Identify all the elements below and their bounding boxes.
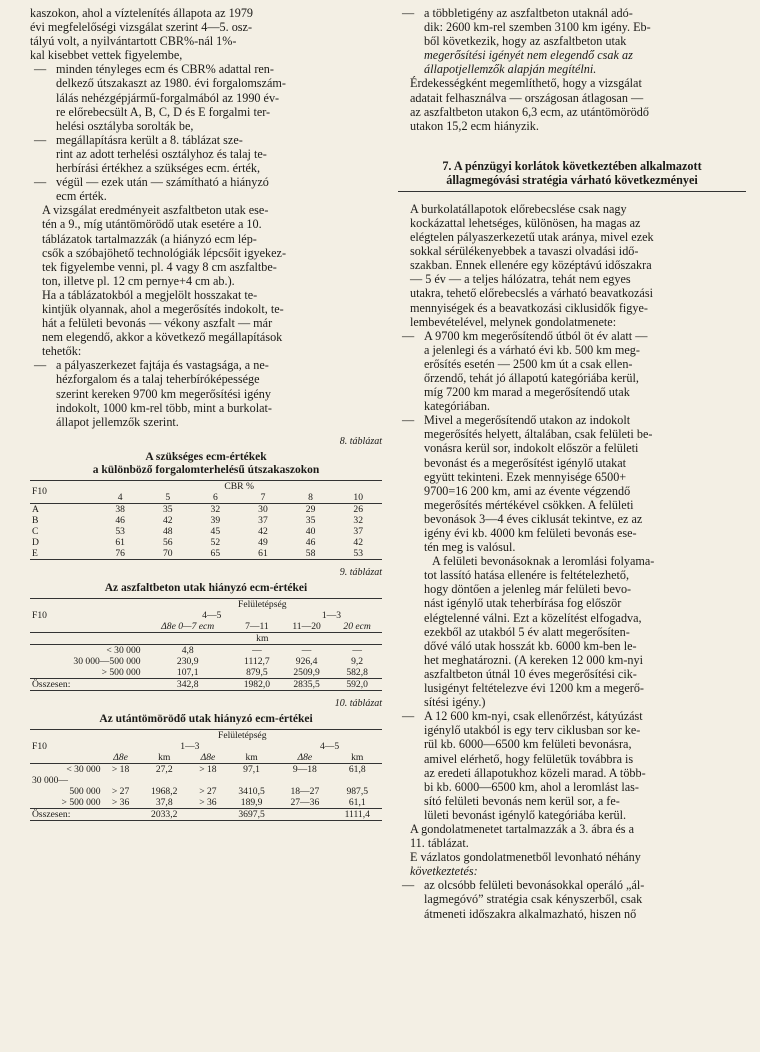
column-header: 7 bbox=[260, 491, 266, 503]
paragraph bbox=[398, 822, 746, 850]
row-key: 30 000— bbox=[32, 775, 68, 787]
text-line: a többletigény az aszfaltbeton utaknál adó- bbox=[424, 6, 633, 20]
text-line: szerint kereken 9700 km megerősítési igény bbox=[56, 386, 271, 401]
table-row bbox=[30, 797, 382, 809]
text-line: rül kb. 6000—6500 km felületi bevonásra, bbox=[424, 737, 632, 752]
group-header: CBR % bbox=[224, 480, 254, 492]
row-key: Összesen: bbox=[32, 679, 71, 690]
text-line: míg 7200 km marad a megerősítendő utak bbox=[424, 385, 630, 400]
cell: 27—36 bbox=[290, 797, 320, 809]
text-line: tályú volt, a nyilvántartott CBR%-nál 1%- bbox=[30, 34, 237, 49]
column-header: 4 bbox=[117, 491, 123, 503]
text-line: sító felületi bevonás nem kerül sor, a fe- bbox=[424, 793, 620, 808]
text-line: ecm érték. bbox=[56, 189, 107, 204]
table-row bbox=[30, 764, 382, 776]
paragraph bbox=[398, 76, 746, 132]
cell: 38 bbox=[115, 503, 125, 515]
text-line: az aszfaltbeton utakon 6,3 ecm, az utántömörödő bbox=[410, 104, 649, 119]
cell: 18—27 bbox=[290, 786, 320, 798]
cell: 9,2 bbox=[351, 656, 364, 667]
text-line: megállapításra került a 8. táblázat sze- bbox=[56, 132, 243, 147]
text-line: állapotjellemzők alapján megítélni. bbox=[424, 62, 597, 77]
column-header: 11—20 bbox=[292, 621, 321, 632]
table-label: 9. táblázat bbox=[339, 566, 382, 578]
table-8 bbox=[30, 435, 382, 560]
row-key: C bbox=[32, 525, 39, 537]
cell: > 27 bbox=[199, 786, 217, 798]
text-line: tek figyelembe venni, pl. 4 vagy 8 cm aszfaltbe- bbox=[42, 259, 277, 274]
text-line: elégtelen pályaszerkezetű utak aránya, mivel ezek bbox=[410, 230, 654, 245]
row-key: A bbox=[32, 503, 39, 515]
cell: 2033,2 bbox=[151, 809, 178, 821]
cell: 32 bbox=[210, 503, 221, 515]
bullet-item bbox=[398, 413, 746, 554]
bullet-item bbox=[30, 175, 382, 203]
column-header: 10 bbox=[353, 491, 363, 503]
text-line: együtt tekinteni. Ezek mennyisége 6500+ bbox=[424, 469, 627, 484]
column-header: Δ8e bbox=[113, 752, 128, 764]
table-row bbox=[30, 786, 382, 797]
row-key: > 500 000 bbox=[101, 667, 141, 678]
text-line: az eredeti állapotukhoz közeli marad. A több- bbox=[424, 765, 646, 780]
bullet-item bbox=[398, 878, 746, 920]
text-line: E vázlatos gondolatmenetből levonható néhány bbox=[410, 850, 641, 865]
cell: 29 bbox=[305, 503, 316, 515]
dash-mark: — bbox=[34, 132, 47, 147]
text-line: állapot jellemzők szerint. bbox=[56, 414, 179, 429]
text-line: ton, illetve pl. 12 cm pernye+4 cm ab.). bbox=[42, 273, 235, 288]
table-title-line: a különböző forgalomterhelésű útszakaszokon bbox=[92, 463, 320, 476]
cell: 53 bbox=[353, 547, 363, 559]
paragraph bbox=[398, 850, 746, 878]
text-line: ből következik, hogy az aszfaltbeton utak bbox=[424, 34, 627, 49]
table-title: Az utántömörödő utak hiányzó ecm-értékei bbox=[99, 713, 313, 726]
heading-line: állagmegóvási stratégia várható következményei bbox=[446, 172, 698, 187]
data-table bbox=[30, 729, 382, 821]
cell: 1112,7 bbox=[244, 656, 270, 667]
text-line: lembevételével, melynek gondolatmenete: bbox=[410, 314, 617, 329]
intro-paragraph bbox=[30, 6, 382, 62]
cell: 230,9 bbox=[176, 656, 199, 667]
table-10 bbox=[30, 697, 382, 821]
cell: 42 bbox=[353, 536, 363, 548]
cell: 46 bbox=[305, 536, 316, 548]
text-line: lületi bevonást igénylő kategóriába kerül. bbox=[424, 807, 627, 822]
cell: 42 bbox=[162, 514, 173, 526]
text-line: a jelenlegi és a várható évi kb. 500 km meg- bbox=[424, 342, 640, 357]
paragraph bbox=[398, 202, 746, 329]
text-line: igény évi kb. 4000 km felületi bevonás ese- bbox=[424, 526, 637, 540]
bullet-item bbox=[30, 133, 382, 175]
row-key: E bbox=[32, 547, 38, 559]
cell bbox=[103, 809, 139, 821]
text-line: tén meg is valósul. bbox=[424, 540, 516, 555]
subgroup-header: 1—3 bbox=[180, 741, 200, 753]
cell: 27,2 bbox=[155, 764, 173, 776]
text-line: erősítés esetén — 2500 km út a csak ellen- bbox=[424, 356, 633, 371]
cell: 1111,4 bbox=[344, 809, 370, 821]
cell: 42 bbox=[258, 525, 268, 537]
table-9 bbox=[30, 566, 382, 691]
text-line: vonásra kerül sor, indokolt először a felületi bbox=[424, 441, 639, 456]
table-row bbox=[30, 548, 382, 560]
cell: 61 bbox=[258, 547, 268, 559]
text-line: nást igénylő utak teherbírása fog először bbox=[424, 596, 622, 611]
row-key: 500 000 bbox=[69, 786, 101, 798]
subgroup-header: 4—5 bbox=[320, 741, 340, 753]
bullet-item bbox=[398, 709, 746, 822]
cell: 39 bbox=[210, 514, 221, 526]
cell: > 18 bbox=[111, 764, 130, 776]
column-header: 6 bbox=[212, 491, 218, 503]
text-line: — 5 év — a teljes hálózatra, tehát nem egyes bbox=[410, 272, 631, 287]
table-row bbox=[30, 537, 382, 548]
column-header: Δ8e 0—7 ecm bbox=[161, 621, 215, 632]
text-line: tehetők: bbox=[42, 344, 82, 359]
cell: 76 bbox=[115, 547, 125, 559]
cell: 45 bbox=[210, 525, 221, 537]
text-line: amivel elérhető, hogy felületük továbbra is bbox=[424, 751, 634, 766]
text-line: szakban. Ennek ellenére egy középtávú időszakra bbox=[410, 258, 652, 273]
cell: 9—18 bbox=[292, 764, 317, 776]
text-line: kategóriában. bbox=[424, 399, 490, 414]
cell: 49 bbox=[258, 536, 268, 548]
text-line: tén a 9., míg utántömörödő utak esetére a 10. bbox=[42, 217, 262, 232]
cell: 1968,2 bbox=[151, 786, 178, 798]
cell bbox=[277, 809, 332, 821]
text-line: 11. táblázat. bbox=[410, 836, 469, 851]
table-row bbox=[30, 503, 382, 515]
text-line: A vizsgálat eredményeit aszfaltbeton utak ese- bbox=[42, 203, 269, 218]
text-line: helési osztályba sorolták be, bbox=[56, 118, 194, 133]
dash-mark: — bbox=[402, 709, 415, 724]
group-header: Felületépség bbox=[218, 730, 267, 742]
cell: 52 bbox=[210, 536, 221, 548]
cell: — bbox=[301, 645, 312, 656]
text-line: adatait felhasználva — országosan átlagosan — bbox=[410, 90, 644, 105]
text-line: átmeneti időszakra alkalmazható, hiszen nő bbox=[424, 906, 637, 921]
cell: 2509,9 bbox=[293, 667, 320, 678]
text-line: mennyiségek és a beavatkozási ciklusidők figye- bbox=[410, 300, 648, 315]
bullet-item bbox=[30, 62, 382, 132]
bullet-item bbox=[398, 6, 746, 76]
text-line: kal kisebbet vettek figyelembe, bbox=[30, 48, 183, 63]
text-line: lusigényt feltételezve évi 1200 km a megerő- bbox=[424, 681, 644, 696]
cell: 58 bbox=[305, 547, 316, 559]
column-header: Δ8e bbox=[200, 752, 216, 764]
text-line: indokolt, 1000 km-rel több, mint a burkolat- bbox=[56, 400, 272, 415]
cell: 2835,5 bbox=[293, 679, 320, 690]
column-header: 5 bbox=[165, 491, 171, 503]
text-line: megerősítési igényét nem elegendő csak az bbox=[424, 48, 633, 63]
cell bbox=[190, 809, 226, 821]
text-line: A gondolatmenetet tartalmazzák a 3. ábra és a bbox=[410, 821, 635, 836]
text-line: A 12 600 km-nyi, csak ellenőrzést, kátyúzást bbox=[424, 709, 643, 724]
text-line: dik: 2600 km-rel szemben 3100 km igény. Eb- bbox=[424, 20, 651, 35]
dash-mark: — bbox=[34, 175, 47, 190]
table-label: 8. táblázat bbox=[339, 435, 382, 447]
table-row bbox=[30, 645, 382, 657]
row-key: < 30 000 bbox=[66, 764, 101, 776]
cell: 35 bbox=[162, 503, 173, 515]
text-line: bevonást és a megerősítést igénylő utakat bbox=[424, 455, 627, 470]
bullet-item bbox=[398, 329, 746, 414]
text-line: A 9700 km megerősítendő útból öt év alatt — bbox=[424, 328, 648, 343]
cell: 32 bbox=[353, 514, 363, 526]
table-title: Az aszfaltbeton utak hiányzó ecm-értékei bbox=[104, 582, 308, 594]
text-line: végül — ezek után — számítható a hiányzó bbox=[56, 175, 269, 190]
row-header: F10 bbox=[32, 741, 47, 753]
column-header: 7—11 bbox=[245, 621, 269, 632]
cell: 56 bbox=[162, 536, 173, 548]
column-header: km bbox=[158, 752, 171, 764]
data-table bbox=[30, 480, 382, 560]
cell: 189,9 bbox=[240, 797, 263, 809]
paragraph bbox=[30, 203, 382, 288]
text-line: Érdekességként megemlíthető, hogy a vizsgálat bbox=[410, 76, 642, 91]
subgroup-header: 1—3 bbox=[321, 610, 342, 621]
text-line: nem elegendő, akkor a következő megállapítások bbox=[42, 330, 283, 345]
table-label: 10. táblázat bbox=[334, 698, 382, 709]
text-line: őrzendő, tehát jó állapotú kategóriába kerül, bbox=[424, 370, 639, 385]
column-header: 8 bbox=[308, 491, 313, 503]
cell: 53 bbox=[115, 525, 125, 537]
dash-mark: — bbox=[402, 6, 415, 20]
text-line: csők a szóbajöhető technológiák lépcsőit igyekez- bbox=[42, 245, 287, 260]
cell: 342,8 bbox=[176, 679, 199, 690]
text-line: sítési igény.) bbox=[424, 695, 486, 710]
table-row bbox=[30, 656, 382, 667]
row-header: F10 bbox=[32, 610, 47, 621]
cell: > 36 bbox=[199, 797, 217, 809]
table-total-row bbox=[30, 679, 382, 691]
text-line: utakon 15,2 ecm hiányzik. bbox=[410, 118, 539, 133]
cell: > 27 bbox=[111, 786, 130, 798]
text-line: következtetés: bbox=[410, 864, 478, 879]
indented-paragraph bbox=[398, 554, 746, 709]
table-row bbox=[30, 775, 382, 786]
column-header: km bbox=[245, 752, 258, 764]
text-line: megerősítés helyett, általában, csak felületi be- bbox=[424, 427, 653, 442]
cell: > 36 bbox=[111, 797, 130, 809]
cell: 46 bbox=[115, 514, 125, 526]
cell: 48 bbox=[162, 525, 173, 537]
cell: 30 bbox=[258, 503, 268, 515]
cell: 3410,5 bbox=[238, 786, 265, 798]
right-column bbox=[398, 6, 746, 921]
text-line: lálás nehézgépjármű-forgalmából az 1990 év- bbox=[56, 90, 280, 105]
row-key: > 500 000 bbox=[61, 797, 101, 809]
cell: 37 bbox=[258, 514, 268, 526]
text-line: lagmegóvó” stratégia csak kényszerből, csak bbox=[424, 892, 643, 907]
cell: 37 bbox=[353, 525, 363, 537]
cell: 926,4 bbox=[295, 656, 318, 667]
section-heading bbox=[398, 159, 746, 187]
column-header: Δ8e bbox=[297, 752, 313, 764]
text-line: igénylő utakból is egy terv ciklusban sor ke- bbox=[424, 723, 641, 738]
text-line: het meghatározni. (A kereken 12 000 km-nyi bbox=[424, 652, 643, 667]
text-line: bi kb. 6000—6500 km, ahol a leromlást las- bbox=[424, 779, 639, 794]
text-line: 9700=16 200 km, ami az évente végzendő bbox=[424, 483, 631, 498]
cell: 40 bbox=[305, 525, 316, 537]
cell: 61 bbox=[115, 536, 125, 548]
cell: 4,8 bbox=[181, 645, 194, 656]
table-title-line: A szükséges ecm-értékek bbox=[145, 450, 267, 463]
row-key: B bbox=[32, 514, 39, 526]
cell: 61,8 bbox=[348, 764, 366, 776]
cell: 582,8 bbox=[346, 667, 368, 678]
text-line: hogy döntően a jelenleg már felületi bevo- bbox=[424, 582, 632, 597]
text-line: aszfaltbeton útnál 10 éves megerősítési cik- bbox=[424, 666, 637, 681]
row-header: F10 bbox=[32, 486, 47, 498]
cell: 987,5 bbox=[346, 786, 369, 798]
cell: 879,5 bbox=[246, 667, 268, 678]
text-line: bevonások 3—4 éves ciklusát tekintve, ez az bbox=[424, 511, 643, 526]
text-line: sokkal sérülékenyebbek a tavaszi olvadási idő- bbox=[410, 244, 639, 259]
cell: 70 bbox=[162, 547, 173, 559]
text-line: évi megfelelőségi vizsgálat szerint 4—5. osz- bbox=[30, 20, 253, 35]
cell: 592,0 bbox=[346, 679, 368, 690]
row-key: D bbox=[32, 536, 39, 548]
paragraph bbox=[30, 288, 382, 358]
text-line: kaszokon, ahol a víztelenítés állapota az 1979 bbox=[30, 6, 254, 20]
text-line: elégtelenné válni. Ezt a közelítést elfogadva, bbox=[424, 610, 642, 625]
unit-header: km bbox=[256, 633, 269, 644]
text-line: a pályaszerkezet fajtája és vastagsága, a ne- bbox=[56, 358, 269, 373]
column-header: km bbox=[351, 752, 364, 764]
cell: — bbox=[252, 645, 262, 656]
cell: 65 bbox=[210, 547, 221, 559]
text-line: táblázatok tartalmazzák (a hiányzó ecm lép- bbox=[42, 231, 257, 246]
text-line: kockázattal lehetséges, különösen, ha magas az bbox=[410, 215, 641, 230]
text-line: megerősítés mértékével csökken. A felületi bbox=[424, 497, 634, 512]
bullet-item bbox=[30, 358, 382, 428]
text-line: A felületi bevonásoknak a leromlási folyama- bbox=[432, 554, 655, 569]
table-row bbox=[30, 526, 382, 537]
text-line: utakra, tehető előrebecslés a várható beavatkozási bbox=[410, 286, 653, 301]
text-line: dővé váló utak hosszát kb. 6000 km-ben le- bbox=[424, 638, 637, 653]
cell: — bbox=[352, 645, 362, 656]
divider bbox=[398, 191, 746, 192]
text-line: tot lassító hatása ellenére is feltételezhető, bbox=[424, 568, 630, 583]
column-header: 20 ecm bbox=[343, 621, 371, 632]
text-line: minden tényleges ecm és CBR% adattal ren- bbox=[56, 62, 274, 77]
left-column bbox=[30, 6, 382, 821]
table-total-row bbox=[30, 809, 382, 821]
cell: 37,8 bbox=[155, 797, 173, 809]
dash-mark: — bbox=[402, 878, 415, 893]
dash-mark: — bbox=[34, 62, 47, 77]
text-line: hézforgalom és a talaj teherbíróképessége bbox=[56, 372, 260, 387]
table-title bbox=[30, 451, 382, 477]
text-line: Mivel a megerősítendő utakon az indokolt bbox=[424, 413, 631, 428]
cell: 35 bbox=[305, 514, 316, 526]
dash-mark: — bbox=[402, 413, 415, 428]
subgroup-header: 4—5 bbox=[202, 610, 222, 621]
cell: 1982,0 bbox=[243, 679, 271, 690]
row-key: 30 000—500 000 bbox=[73, 656, 141, 667]
text-line: az olcsóbb felületi bevonásokkal operáló „ál- bbox=[424, 878, 645, 893]
text-line: ezekből az utakból 5 év alatt megerősíten- bbox=[424, 624, 630, 639]
text-line: A burkolatállapotok előrebecslése csak nagy bbox=[410, 201, 627, 216]
cell: 26 bbox=[353, 503, 363, 515]
cell: 61,1 bbox=[348, 797, 366, 809]
cell: 97,1 bbox=[243, 764, 260, 776]
cell: > 18 bbox=[199, 764, 217, 776]
text-line: hát a felületi bevonás — vékony aszfalt — már bbox=[42, 316, 273, 331]
dash-mark: — bbox=[34, 358, 47, 373]
table-row bbox=[30, 667, 382, 679]
data-table bbox=[30, 598, 382, 691]
row-key: Összesen: bbox=[32, 809, 71, 821]
text-line: re előrebecsült A, B, C, D és E forgalmi ter- bbox=[56, 104, 271, 119]
text-line: kintjük olyannak, ahol a megerősítés indokolt, te- bbox=[42, 301, 284, 316]
heading-line: 7. A pénzügyi korlátok következtében alkalmazott bbox=[442, 158, 702, 173]
text-line: delkező útszakaszt az 1980. évi forgalomszám- bbox=[56, 76, 286, 91]
cell: 107,1 bbox=[176, 667, 199, 678]
row-key: < 30 000 bbox=[106, 645, 141, 656]
text-line: herbírási értékhez a szükséges ecm. érték, bbox=[56, 161, 261, 176]
dash-mark: — bbox=[402, 328, 415, 343]
text-line: rint az adott terhelési osztályhoz és talaj te- bbox=[56, 146, 267, 161]
table-row bbox=[30, 515, 382, 526]
text-line: Ha a táblázatokból a megjelölt hosszakat te- bbox=[42, 287, 258, 302]
cell: 3697,5 bbox=[238, 809, 265, 821]
group-header: Felületépség bbox=[238, 599, 287, 610]
